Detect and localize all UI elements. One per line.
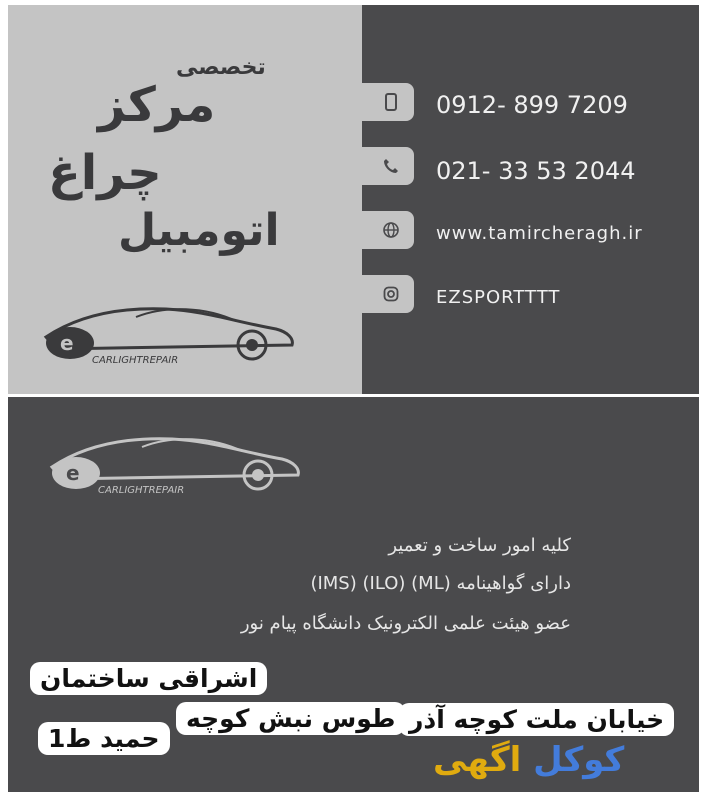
title-line-1: مرکز	[98, 77, 216, 133]
car-logo	[36, 297, 298, 369]
phone-icon	[376, 151, 406, 181]
title-line-3: اتومبیل	[118, 205, 280, 256]
instagram-row	[376, 274, 406, 314]
service-line-2: دارای گواهینامه (ML) (ILO) (IMS)	[310, 573, 571, 594]
svg-text:e: e	[66, 461, 80, 485]
instagram-handle[interactable]: EZSPORTTTT	[436, 287, 561, 308]
divider-stripe-inner	[362, 5, 368, 394]
title-line-2: چراغ	[48, 145, 162, 201]
watermark-logo	[433, 740, 624, 780]
watermark-part-2: اگهی	[433, 740, 522, 780]
address-sticker-2: طوس نبش کوچه	[176, 702, 405, 735]
mobile-number: 0912- 899 7209	[436, 91, 628, 119]
website-row	[376, 210, 406, 250]
instagram-icon	[376, 279, 406, 309]
svg-text:e: e	[60, 331, 74, 355]
title-small: تخصصی	[176, 55, 266, 80]
address-sticker-1: اشراقی ساختمان	[30, 662, 267, 695]
phone-row	[376, 146, 406, 186]
service-line-1: کلیه امور ساخت و تعمیر	[388, 535, 571, 556]
logo-text: CARLIGHTREPAIR	[98, 485, 185, 496]
business-card-front	[8, 5, 699, 394]
logo-panel	[8, 5, 356, 394]
mobile-row	[376, 82, 406, 122]
landline-number: 021- 33 53 2044	[436, 157, 636, 185]
mobile-icon	[376, 87, 406, 117]
globe-icon	[376, 215, 406, 245]
website-link[interactable]: www.tamircheragh.ir	[436, 223, 643, 244]
address-sticker-4: حمید ط1	[38, 722, 170, 755]
service-line-3: عضو هیئت علمی الکترونیک دانشگاه پیام نور	[240, 613, 571, 634]
address-sticker-3: خیابان ملت کوچه آذر	[399, 703, 674, 736]
logo-text: CARLIGHTREPAIR	[92, 355, 179, 366]
watermark-part-1: کوکل	[533, 740, 625, 780]
car-logo	[42, 427, 307, 499]
